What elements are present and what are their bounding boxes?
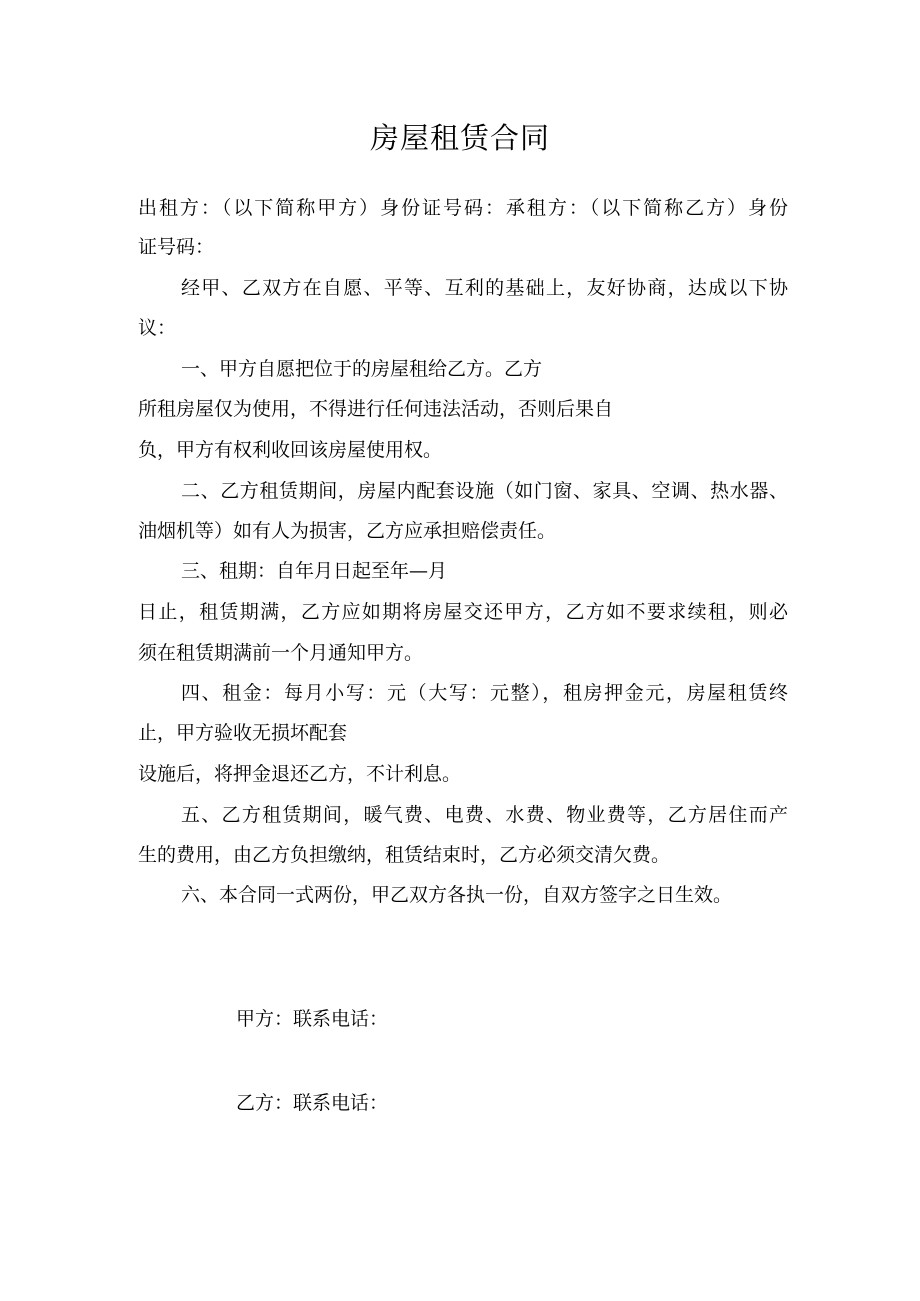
text-line: 议： xyxy=(138,317,177,339)
text-line: 一、甲方自愿把位于的房屋租给乙方。乙方 xyxy=(181,358,543,380)
signature-party-a: 甲方：联系电话： xyxy=(236,1008,389,1030)
text-line: 须在租赁期满前一个月通知甲方。 xyxy=(138,642,424,664)
text-line: 出租方：（以下简称甲方）身份证号码：承租方：（以下简称乙方）身份 xyxy=(138,197,788,219)
text-line: 二、乙方租赁期间，房屋内配套设施（如门窗、家具、空调、热水器、 xyxy=(181,480,788,502)
text-line: 六、本合同一式两份，甲乙双方各执一份，自双方签字之日生效。 xyxy=(181,884,733,906)
text-line: 止，甲方验收无损坏配套 xyxy=(138,722,348,744)
signature-party-b: 乙方：联系电话： xyxy=(236,1092,389,1114)
text-line: 负，甲方有权利收回该房屋使用权。 xyxy=(138,439,443,461)
text-line: 证号码： xyxy=(138,236,215,258)
text-line: 四、租金：每月小写：元（大写：元整），租房押金元，房屋租赁终 xyxy=(181,682,788,704)
text-line: 设施后，将押金退还乙方，不计利息。 xyxy=(138,763,462,785)
text-line: 三、租期：自年月日起至年—月 xyxy=(181,560,448,582)
text-line: 五、乙方租赁期间，暖气费、电费、水费、物业费等，乙方居住而产 xyxy=(181,804,788,826)
text-line: 油烟机等）如有人为损害，乙方应承担赔偿责任。 xyxy=(138,520,557,542)
text-line: 所租房屋仅为使用，不得进行任何违法活动，否则后果自 xyxy=(138,398,614,420)
text-line: 日止，租赁期满，乙方应如期将房屋交还甲方，乙方如不要求续租，则必 xyxy=(138,601,788,623)
text-line: 经甲、乙双方在自愿、平等、互利的基础上，友好协商，达成以下协 xyxy=(181,277,788,299)
document-title: 房屋租赁合同 xyxy=(369,121,550,155)
text-line: 生的费用，由乙方负担缴纳，租赁结束时，乙方必须交清欠费。 xyxy=(138,844,671,866)
